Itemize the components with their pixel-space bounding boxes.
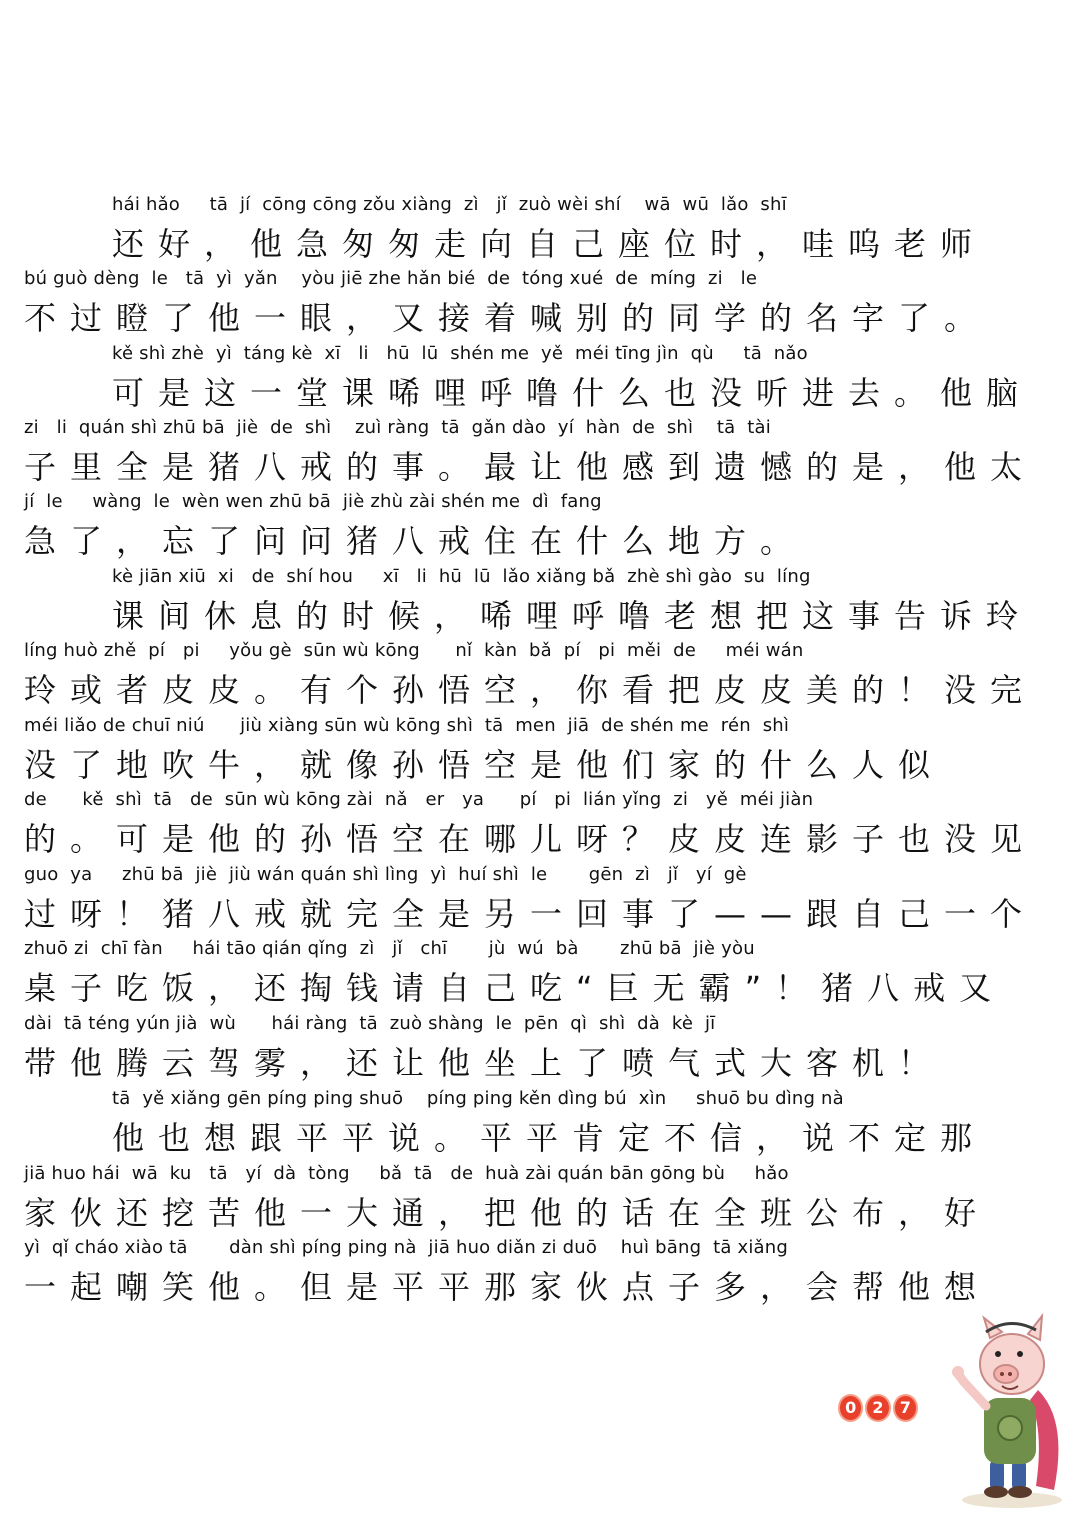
pinyin-line: tā yě xiǎng gēn píng ping shuō píng ping kěn dìng bú xìn shuō bu dìng nà <box>112 1088 844 1109</box>
pinyin-line: bú guò dèng le tā yì yǎn yòu jiē zhe hǎn bié de tóng xué de míng zi le <box>24 268 758 289</box>
hanzi-line: 过呀！猪八戒就完全是另一回事了——跟自己一个 <box>24 895 1037 933</box>
pinyin-line: jiā huo hái wā ku tā yí dà tòng bǎ tā de huà zài quán bān gōng bù hǎo <box>24 1163 789 1184</box>
text-line-4 <box>24 417 1037 491</box>
hanzi-line: 带他腾云驾雾，还让他坐上了喷气式大客机！ <box>24 1044 945 1082</box>
text-line-11 <box>24 938 1006 1012</box>
text-line-12 <box>24 1013 972 1087</box>
pinyin-line: yì qǐ cháo xiào tā dàn shì píng ping nà jiā huo diǎn zi duō huì bāng tā xiǎng <box>24 1237 789 1258</box>
hanzi-line: 的。可是他的孙悟空在哪儿呀？皮皮连影子也没见 <box>24 820 1037 858</box>
hanzi-line: 子里全是猪八戒的事。最让他感到遗憾的是，他太 <box>24 448 1037 486</box>
text-line-9 <box>24 789 1037 863</box>
pinyin-line: jí le wàng le wèn wen zhū bā jiè zhù zài shén me dì fang <box>24 491 602 512</box>
text-line-5 <box>24 491 807 565</box>
text-line-10 <box>24 864 1037 938</box>
text-line-6 <box>112 566 1033 640</box>
pinyin-line: dài tā téng yún jià wù hái ràng tā zuò shàng le pēn qì shì dà kè jī <box>24 1013 716 1034</box>
pinyin-line: de kě shì tā de sūn wù kōng zài nǎ er ya pí pi lián yǐng zi yě méi jiàn <box>24 789 814 810</box>
hanzi-line: 没了地吹牛，就像孙悟空是他们家的什么人似 <box>24 746 945 784</box>
hanzi-line: 家伙还挖苦他一大通，把他的话在全班公布，好 <box>24 1194 991 1232</box>
page-number-digit: 7 <box>893 1394 918 1422</box>
hanzi-line: 一起嘲笑他。但是平平那家伙点子多，会帮他想 <box>24 1268 991 1306</box>
pinyin-line: zi li quán shì zhū bā jiè de shì zuì ràng tā gǎn dào yí hàn de shì tā tài <box>24 417 771 438</box>
text-line-3 <box>112 343 1033 417</box>
page-number-digit: 2 <box>865 1394 890 1422</box>
pinyin-line: guo ya zhū bā jiè jiù wán quán shì lìng yì huí shì le gēn zì jǐ yí gè <box>24 864 747 885</box>
text-line-15 <box>24 1237 991 1311</box>
pinyin-line: líng huò zhě pí pi yǒu gè sūn wù kōng nǐ kàn bǎ pí pi měi de méi wán <box>24 640 804 661</box>
text-line-14 <box>24 1163 991 1237</box>
text-line-2 <box>24 268 991 342</box>
page-number <box>838 1394 918 1424</box>
text-line-1 <box>112 194 987 268</box>
hanzi-line: 不过瞪了他一眼，又接着喊别的同学的名字了。 <box>24 299 991 337</box>
text-line-13 <box>112 1088 987 1162</box>
pinyin-line: hái hǎo tā jí cōng cōng zǒu xiàng zì jǐ zuò wèi shí wā wū lǎo shī <box>112 194 787 215</box>
hanzi-line: 他也想跟平平说。平平肯定不信，说不定那 <box>112 1119 987 1157</box>
text-line-7 <box>24 640 1037 714</box>
text-line-8 <box>24 715 972 789</box>
pinyin-line: zhuō zi chī fàn hái tāo qián qǐng zì jǐ chī jù wú bà zhū bā jiè yòu <box>24 938 755 959</box>
page-number-digit: 0 <box>838 1394 863 1422</box>
pig-character-icon <box>950 1310 1074 1510</box>
hanzi-line: 还好，他急匆匆走向自己座位时，哇呜老师 <box>112 225 987 263</box>
pinyin-line: méi liǎo de chuī niú jiù xiàng sūn wù kōng shì tā men jiā de shén me rén shì <box>24 715 790 736</box>
pinyin-line: kě shì zhè yì táng kè xī li hū lū shén me yě méi tīng jìn qù tā nǎo <box>112 343 808 364</box>
hanzi-line: 桌子吃饭，还掏钱请自己吃“巨无霸”！猪八戒又 <box>24 969 1006 1007</box>
hanzi-line: 课间休息的时候，唏哩呼噜老想把这事告诉玲 <box>112 597 1033 635</box>
hanzi-line: 可是这一堂课唏哩呼噜什么也没听进去。他脑 <box>112 374 1033 412</box>
hanzi-line: 玲或者皮皮。有个孙悟空，你看把皮皮美的！没完 <box>24 671 1037 709</box>
pinyin-line: kè jiān xiū xi de shí hou xī li hū lū lǎo xiǎng bǎ zhè shì gào su líng <box>112 566 811 587</box>
hanzi-line: 急了，忘了问问猪八戒住在什么地方。 <box>24 522 807 560</box>
